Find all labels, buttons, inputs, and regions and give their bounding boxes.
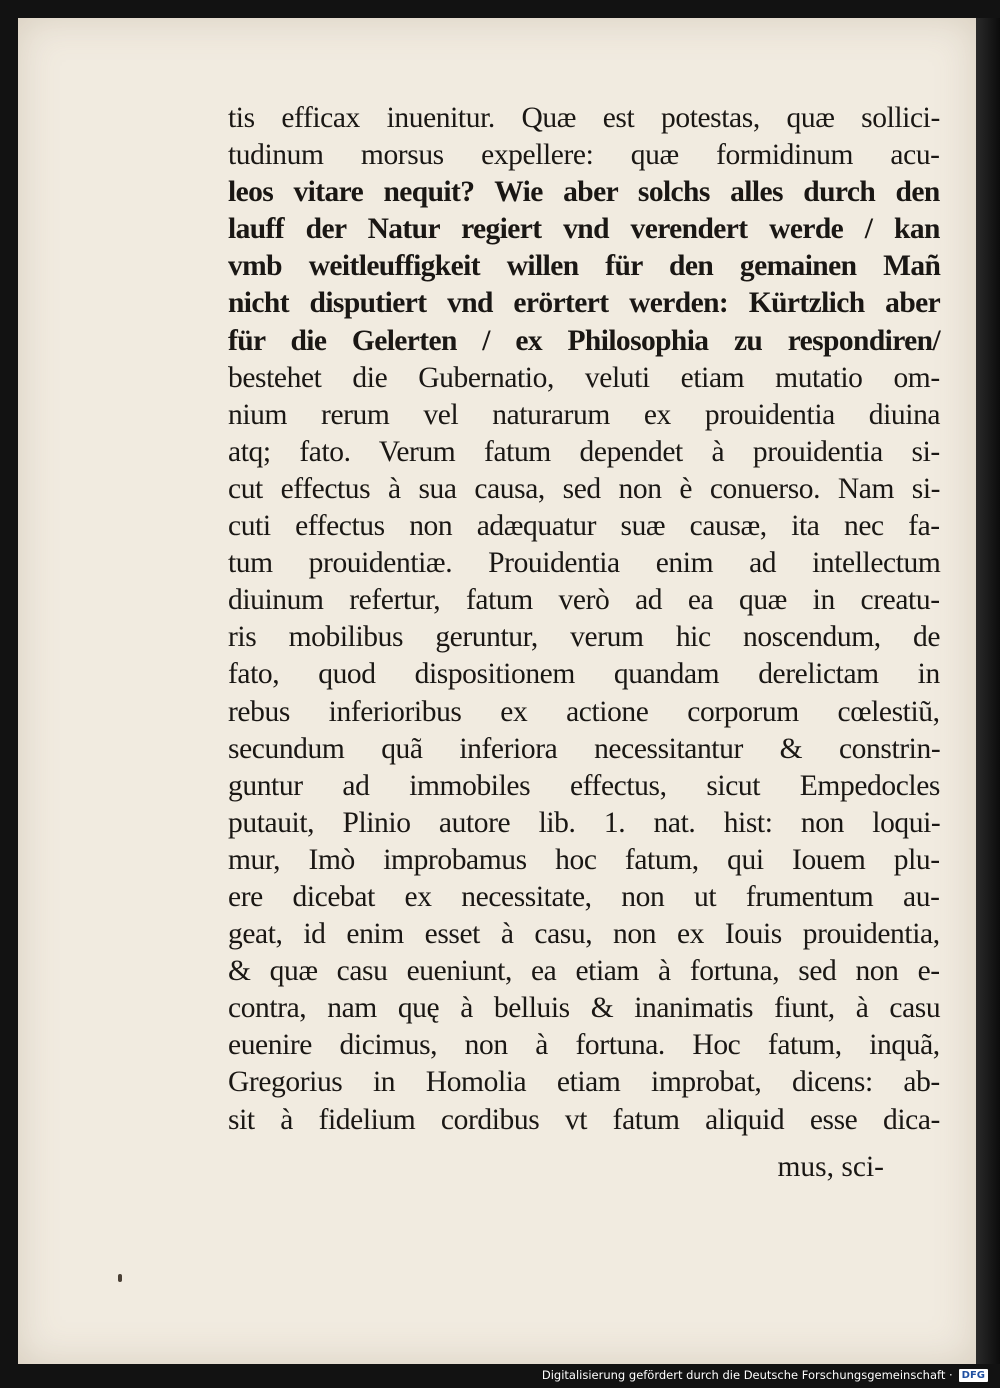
text-line: tudinum morsus expellere: quæ formidinum acu- [228, 139, 940, 172]
credit-text: Digitalisierung gefördert durch die Deutsche Forschungsgemeinschaft · [541, 1368, 953, 1382]
text-line: nium rerum vel naturarum ex prouidentia diuina [228, 398, 941, 431]
ink-speck [118, 1274, 122, 1282]
scan-edge-strip [976, 18, 1000, 1364]
text-line: cut effectus à sua causa, sed non è conuerso. Nam si- [228, 472, 941, 505]
text-line: ris mobilibus geruntur, verum hic noscendum, de [228, 621, 941, 654]
text-line: geat, id enim esset à casu, non ex Iouis prouidentia, [228, 918, 940, 951]
text-line: sit à fidelium cordibus vt fatum aliquid esse dica- [228, 1103, 940, 1136]
digitization-credit [542, 1366, 988, 1384]
text-line: vmb weitleuffigkeit willen für den gemainen Mañ [228, 250, 941, 283]
text-line: diuinum refertur, fatum verò ad ea quæ in creatu- [228, 584, 940, 617]
text-line: euenire dicimus, non à fortuna. Hoc fatum, inquã, [228, 1029, 940, 1062]
text-line: mur, Imò improbamus hoc fatum, qui Iouem plu- [228, 843, 940, 876]
text-line: leos vitare nequit? Wie aber solchs alles durch den [228, 176, 940, 209]
text-line: nicht disputiert vnd erörtert werden: Kürtzlich aber [228, 287, 941, 320]
text-line: lauff der Natur regiert vnd verendert werde / kan [228, 213, 940, 246]
text-line: Gregorius in Homolia etiam improbat, dicens: ab- [228, 1066, 940, 1099]
text-line: fato, quod dispositionem quandam derelictam in [228, 658, 940, 691]
text-line: für die Gelerten / ex Philosophia zu respondiren/ [228, 324, 941, 357]
catchword: mus, sci- [777, 1151, 884, 1183]
text-line: atq; fato. Verum fatum dependet à prouidentia si- [228, 435, 940, 468]
text-line: bestehet die Gubernatio, veluti etiam mutatio om- [228, 361, 940, 394]
text-line: putauit, Plinio autore lib. 1. nat. hist: non loqui- [228, 806, 941, 839]
text-line: & quæ casu eueniunt, ea etiam à fortuna, sed non e- [228, 955, 940, 988]
dfg-logo: DFG [959, 1369, 988, 1382]
text-line: tis efficax inuenitur. Quæ est potestas, quæ sollici- [228, 102, 940, 134]
text-line: guntur ad immobiles effectus, sicut Empedocles [228, 769, 940, 802]
body-text [228, 100, 940, 1139]
text-line: tum prouidentiæ. Prouidentia enim ad intellectum [228, 547, 941, 580]
text-line: contra, nam quę à belluis & inanimatis fiunt, à casu [228, 992, 941, 1025]
scanned-page [18, 18, 976, 1364]
text-line: ere dicebat ex necessitate, non ut frumentum au- [228, 880, 940, 913]
text-line: secundum quã inferiora necessitantur & constrin- [228, 732, 941, 765]
text-line: rebus inferioribus ex actione corporum cœlestiũ, [228, 695, 940, 728]
text-line: cuti effectus non adæquatur suæ causæ, ita nec fa- [228, 510, 940, 543]
